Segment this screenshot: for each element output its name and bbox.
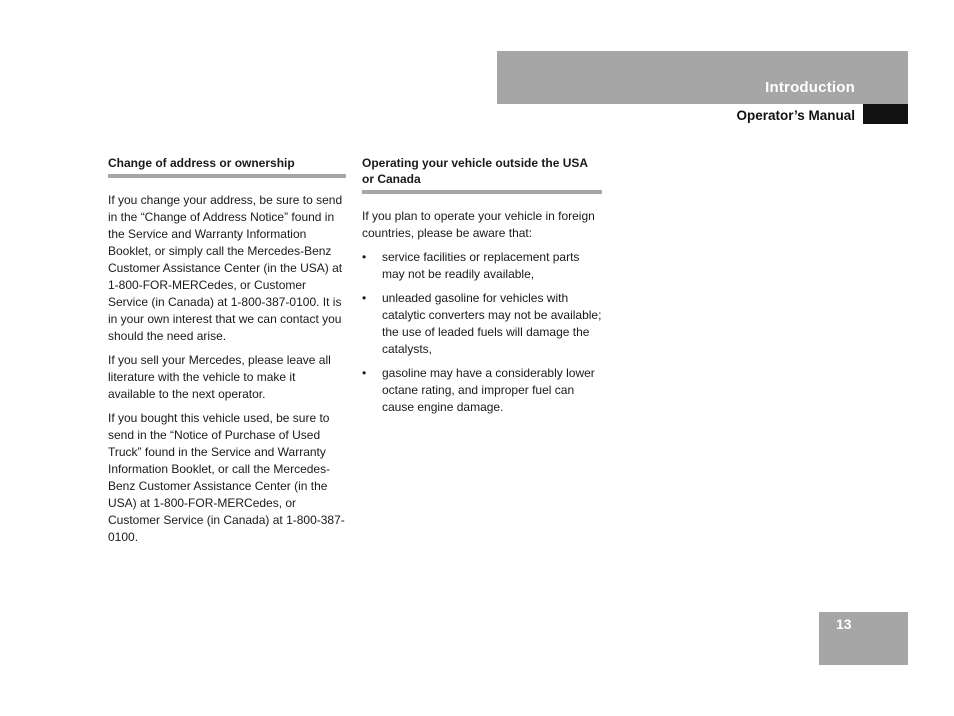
- paragraph-bought-used: If you bought this vehicle used, be sure to send in the “Notice of Purchase of Used Truck” found in the Service and Warranty Information Booklet, or call the Mercedes-Benz Customer Assistance Center (in the USA) at 1-800-FOR-MERCedes, or Customer Service (in Canada) at 1-800-387-0100.: [108, 411, 345, 544]
- chapter-title: Introduction: [765, 79, 855, 96]
- chapter-header-band: [497, 51, 908, 104]
- list-item-text: service facilities or replacement parts may not be readily available,: [382, 250, 580, 281]
- paragraph-foreign-intro: If you plan to operate your vehicle in foreign countries, please be aware that:: [362, 209, 595, 240]
- paragraph-sell-vehicle: If you sell your Mercedes, please leave all literature with the vehicle to make it available to the next operator.: [108, 353, 331, 401]
- list-item: [362, 365, 602, 416]
- section-heading-address-ownership: Change of address or ownership: [108, 155, 346, 178]
- list-item: [362, 290, 602, 358]
- paragraph-change-address: If you change your address, be sure to send in the “Change of Address Notice” found in the Service and Warranty Information Booklet, or simply call the Mercedes-Benz Customer Assistance Center (in the USA) at 1-800-FOR-MERCedes, or Customer Service (in Canada) at 1-800-387-0100. It is in your own interest that we can contact you should the need arise.: [108, 193, 343, 343]
- list-item: [362, 249, 602, 283]
- bullet-icon: •: [362, 250, 367, 264]
- page-number: 13: [836, 616, 852, 632]
- left-column: [108, 155, 346, 553]
- section-tab-marker: [863, 104, 908, 124]
- bullet-list: [362, 249, 602, 416]
- middle-column: [362, 155, 602, 423]
- bullet-icon: •: [362, 291, 367, 305]
- list-item-text: unleaded gasoline for vehicles with catalytic converters may not be available; the use of leaded fuels will damage the catalysts,: [382, 291, 602, 356]
- page-number-box: [819, 612, 908, 665]
- manual-subtitle: Operator’s Manual: [736, 108, 855, 123]
- section-heading-outside-usa: Operating your vehicle outside the USA or Canada: [362, 155, 602, 194]
- bullet-icon: •: [362, 366, 367, 380]
- list-item-text: gasoline may have a considerably lower octane rating, and improper fuel can cause engine damage.: [382, 366, 595, 414]
